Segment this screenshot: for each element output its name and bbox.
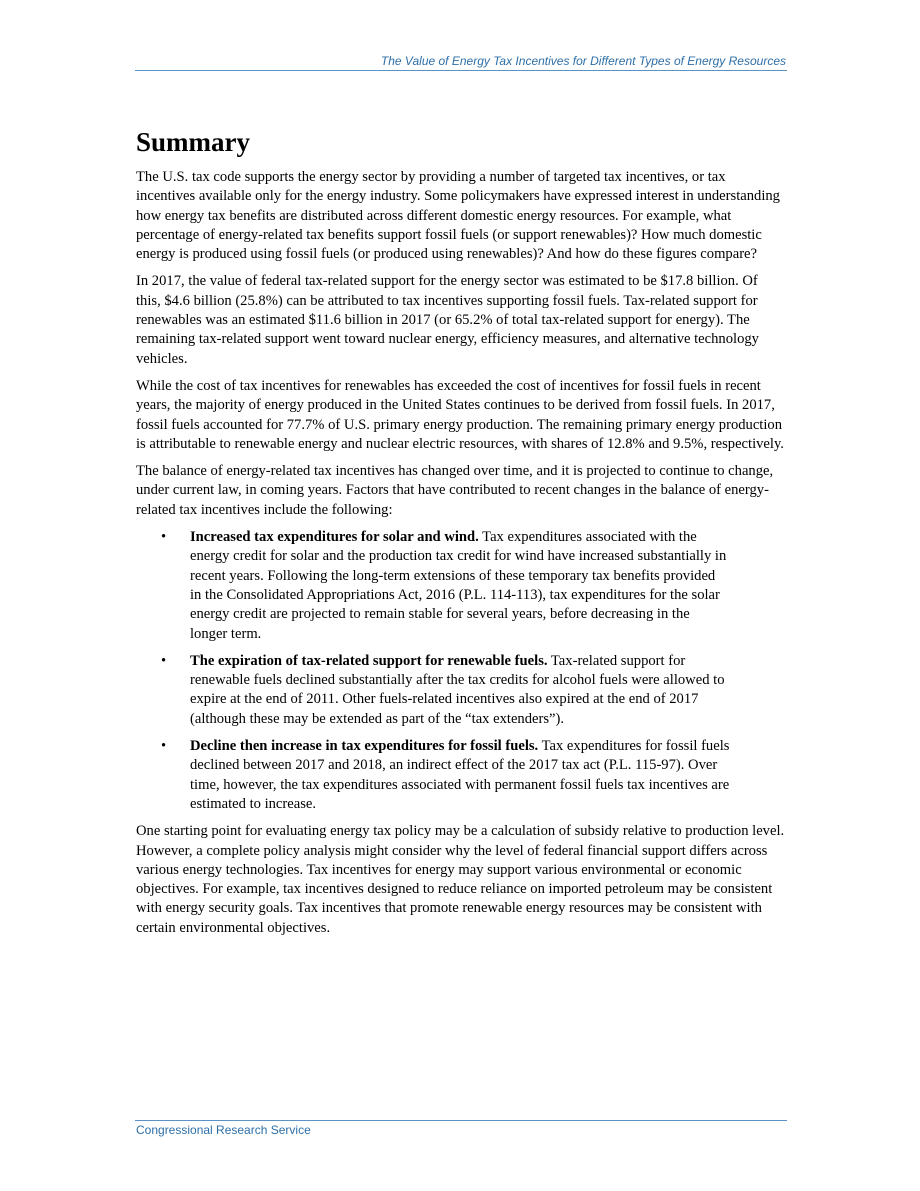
summary-paragraph-4: The balance of energy-related tax incentives has changed over time, and it is projected to continue to change, under current law, in coming years. Factors that have contributed to recent changes in the balance of energy-related tax incentives include the following: [136,463,774,518]
bullet-icon: • [161,738,167,755]
summary-paragraph-5: One starting point for evaluating energy tax policy may be a calculation of subsidy relative to production level. However, a complete policy analysis might consider why the level of federal financial support differs across various energy technologies. Tax incentives for energy may support various environmental or economic objectives. For example, tax incentives designed to reduce reliance on imported petroleum may be consistent with energy security goals. Tax incentives that promote renewable energy resources may be consistent with certain environmental objectives. [136,823,785,936]
list-item-title: Increased tax expenditures for solar and wind. [190,529,479,546]
section-heading: Summary [136,127,250,157]
list-item-text: Tax expenditures for fossil fuels declined between 2017 and 2018, an indirect effect of the 2017 tax act (P.L. 115-97). Over time, however, the tax expenditures associated with permanent fossil fuels tax incentives are estimated to increase. [190,738,730,812]
list-item-text: Tax-related support for renewable fuels declined substantially after the tax credits for alcohol fuels were allowed to expire at the end of 2011. Other fuels-related incentives also expired at the end of 2017 (although these may be extended as part of the “tax extenders”). [190,652,725,727]
running-header-title: The Value of Energy Tax Incentives for Different Types of Energy Resources [380,54,786,68]
summary-paragraph-3: While the cost of tax incentives for renewables has exceeded the cost of incentives for fossil fuels in recent years, the majority of energy produced in the United States continues to be derived from fossil fuels. In 2017, fossil fuels accounted for 77.7% of U.S. primary energy production. The remaining primary energy production is attributable to renewable energy and nuclear electric resources, with shares of 12.8% and 9.5%, respectively. [136,377,784,452]
list-item-renewable-fuels [136,652,730,729]
footer-organization: Congressional Research Service [136,1123,311,1137]
summary-section [136,126,786,946]
summary-paragraph-1: The U.S. tax code supports the energy sector by providing a number of targeted tax incentives, or tax incentives available only for the energy industry. Some policymakers have expressed interest in understanding how energy tax benefits are distributed across different domestic energy resources. For example, what percentage of energy-related tax benefits support fossil fuels (or support renewables)? How much domestic energy is produced using fossil fuels (or produced using renewables)? And how do these figures compare? [136,169,780,263]
list-item-solar-wind [136,528,730,644]
header-rule [135,70,787,71]
factors-list [136,528,786,814]
list-item-text: Tax expenditures associated with the energy credit for solar and the production tax credit for wind have increased substantially in recent years. Following the long-term extensions of these temporary tax benefits provided in the Consolidated Appropriations Act, 2016 (P.L. 114-113), tax expenditures for the solar energy credit are projected to remain stable for several years, before decreasing in the longer term. [190,529,727,642]
list-item-title: Decline then increase in tax expenditures for fossil fuels. [190,738,539,755]
summary-paragraph-2: In 2017, the value of federal tax-related support for the energy sector was estimated to be $17.8 billion. Of this, $4.6 billion (25.8%) can be attributed to tax incentives supporting fossil fuels. Tax-related support for renewables was an estimated $11.6 billion in 2017 (or 65.2% of total tax-related support for energy). The remaining tax-related support went toward nuclear energy, efficiency measures, and alternative technology vehicles. [136,273,759,367]
bullet-icon: • [161,652,167,669]
list-item-fossil-fuels [136,737,730,814]
list-item-title: The expiration of tax-related support for renewable fuels. [190,652,548,669]
bullet-icon: • [161,529,167,546]
footer-rule [135,1120,787,1121]
